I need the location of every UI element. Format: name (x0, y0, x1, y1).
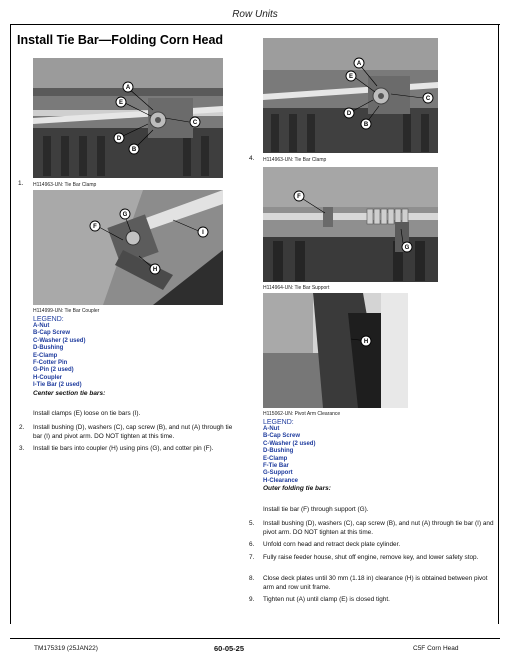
step-text: Tighten nut (A) until clamp (E) is closed tight. (263, 596, 390, 603)
callout-label: F (93, 224, 97, 231)
callout-label: D (346, 111, 352, 118)
legend-subhead: Outer folding tie bars: (263, 485, 331, 493)
footer-doc-id: TM175319 (25JAN22) (34, 645, 98, 652)
step-number: 5. (249, 520, 255, 527)
footer-page-number: 60-05-25 (214, 644, 245, 653)
step-intro: Install tie bar (F) through support (G). (263, 506, 369, 513)
legend-item: E-Clamp (263, 455, 288, 462)
step-number: 4. (249, 155, 255, 162)
footer-product: C5F Corn Head (413, 645, 459, 652)
figure-pivot-arm-clearance-callouts (263, 293, 408, 408)
callout-label: I (202, 230, 204, 237)
step-intro: Install clamps (E) loose on tie bars (I). (33, 410, 141, 417)
legend-item: F-Cotter Pin (33, 360, 68, 367)
step-item (249, 575, 495, 592)
figure-tie-bar-support-callouts (263, 167, 438, 282)
step-item (249, 554, 495, 563)
step-text: Fully raise feeder house, shut off engine, remove key, and lower safety stop. (263, 554, 479, 561)
step-number: 7. (249, 554, 255, 561)
callout-label: E (348, 74, 354, 81)
callout-label: G (404, 245, 410, 252)
callout-label: D (116, 136, 122, 143)
callout-label: G (122, 212, 128, 219)
legend-item: I-Tie Bar (2 used) (33, 382, 82, 389)
step-item (249, 520, 495, 537)
step-text: Install bushing (D), washers (C), cap screw (B), and nut (A) through tie bar (I) and pivot arm. DO NOT tighten at this time. (33, 424, 233, 440)
running-header: Row Units (232, 9, 278, 20)
figure-caption: H115062-UN: Pivot Arm Clearance (263, 411, 341, 417)
step-item (19, 424, 239, 441)
section-title: Install Tie Bar—Folding Corn Head (17, 33, 224, 47)
step-number: 9. (249, 596, 255, 603)
legend-item: A-Nut (33, 323, 50, 329)
legend-left (33, 316, 105, 397)
footer-rule (10, 638, 500, 639)
legend-title: LEGEND: (263, 419, 294, 426)
left-border (10, 24, 11, 624)
legend-item: B-Cap Screw (33, 330, 71, 337)
callout-label: A (356, 61, 362, 68)
legend-subhead: Center section tie bars: (33, 389, 106, 397)
callout-label: E (118, 100, 124, 107)
legend-item: D-Bushing (263, 448, 294, 455)
legend-item: G-Pin (2 used) (33, 367, 74, 374)
callout-label: B (363, 122, 369, 129)
step-number: 2. (19, 424, 25, 431)
legend-item: G-Support (263, 470, 293, 477)
step-number: 1. (18, 180, 24, 187)
legend-title: LEGEND: (33, 316, 64, 323)
legend-item: A-Nut (263, 426, 280, 432)
legend-item: H-Clearance (263, 477, 299, 484)
callout-label: H (152, 267, 158, 274)
step-text: Install tie bars into coupler (H) using pins (G), and cotter pin (F). (33, 445, 214, 452)
callout-label: H (363, 339, 369, 346)
step-item (249, 596, 495, 605)
figure-caption: H114963-UN: Tie Bar Clamp (33, 182, 97, 188)
step-number: 6. (249, 541, 255, 548)
step-text: Unfold corn head and retract deck plate cylinder. (263, 541, 401, 548)
legend-item: F-Tie Bar (263, 463, 289, 470)
step-item (19, 445, 239, 454)
callout-label: C (192, 120, 198, 127)
figure-tie-bar-clamp-2-callouts (263, 38, 438, 153)
right-border (498, 24, 499, 624)
callout-label: A (125, 85, 131, 92)
header-rule (10, 24, 500, 25)
legend-right (263, 419, 331, 492)
legend-item: B-Cap Screw (263, 433, 301, 440)
figure-caption: H114999-UN: Tie Bar Coupler (33, 308, 100, 314)
step-number: 8. (249, 575, 255, 582)
legend-item: E-Clamp (33, 352, 58, 359)
legend-item: D-Bushing (33, 345, 64, 352)
callout-label: B (131, 147, 137, 154)
legend-item: C-Washer (2 used) (33, 337, 86, 344)
step-number: 3. (19, 445, 25, 452)
figure-tie-bar-coupler-callouts (33, 190, 223, 305)
callout-label: C (425, 96, 431, 103)
step-text: Install bushing (D), washers (C), cap screw (B), and nut (A) through tie bar (I) and pivot arm. DO NOT tighten at this time. (263, 520, 494, 536)
figure-tie-bar-clamp-callouts (33, 58, 223, 178)
step-text: Close deck plates until 30 mm (1.18 in) clearance (H) is obtained between pivot arm and row unit frame. (263, 575, 488, 591)
callout-label: F (297, 194, 301, 201)
figure-caption: H114963-UN: Tie Bar Clamp (263, 157, 327, 163)
figure-caption: H114964-UN: Tie Bar Support (263, 285, 330, 291)
legend-item: C-Washer (2 used) (263, 440, 316, 447)
step-item (249, 541, 495, 550)
legend-item: H-Coupler (33, 374, 62, 381)
